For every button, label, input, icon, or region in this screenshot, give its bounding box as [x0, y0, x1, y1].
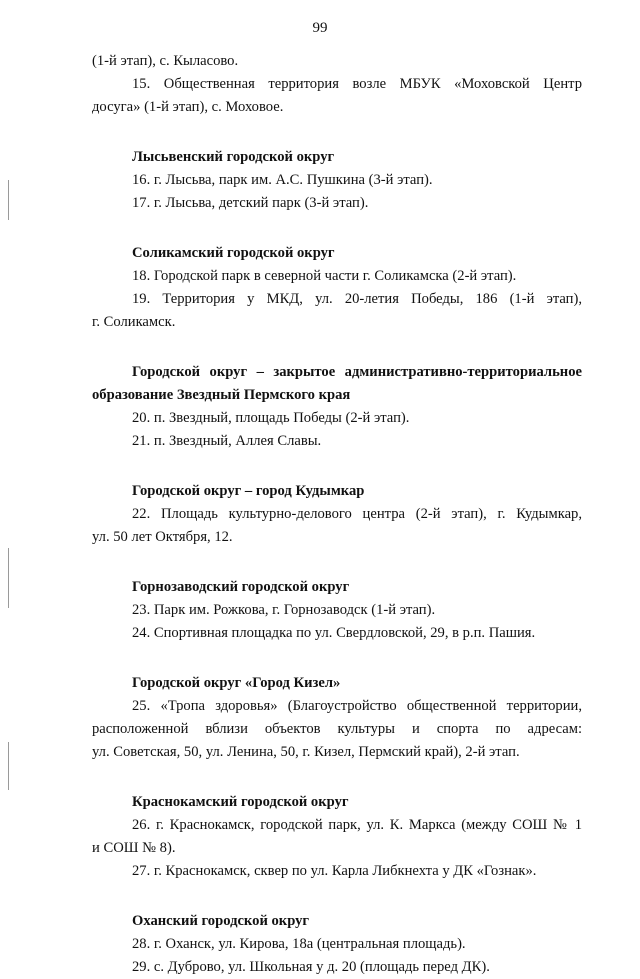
item-line: 16. г. Лысьва, парк им. А.С. Пушкина (3-й этап). [132, 172, 433, 188]
item-line: 27. г. Краснокамск, сквер по ул. Карла Либкнехта у ДК «Гознак». [132, 863, 537, 879]
item-line: 25. «Тропа здоровья» (Благоустройство общественной территории, [132, 698, 582, 714]
item-line: 17. г. Лысьва, детский парк (3-й этап). [132, 195, 369, 211]
heading-line: Городской округ «Город Кизел» [132, 675, 341, 691]
item-line: г. Соликамск. [92, 314, 176, 330]
list-item [92, 933, 582, 956]
item-line: 23. Парк им. Рожкова, г. Горнозаводск (1-й этап). [132, 602, 436, 618]
item-line: 22. Площадь культурно-делового центра (2-й этап), г. Кудымкар, [132, 506, 582, 522]
section-heading [92, 791, 582, 814]
item-line: ул. 50 лет Октября, 12. [92, 529, 233, 545]
list-item [92, 50, 582, 73]
list-item [92, 192, 582, 215]
list-item [92, 265, 582, 288]
item-line: 19. Территория у МКД, ул. 20-летия Победы, 186 (1-й этап), [132, 291, 582, 307]
binder-hole-mark [8, 548, 9, 608]
item-line: 18. Городской парк в северной части г. Соликамска (2-й этап). [132, 268, 517, 284]
heading-line: Лысьвенский городской округ [132, 149, 335, 165]
list-item [92, 814, 582, 860]
item-line: 15. Общественная территория возле МБУК «Моховской Центр [132, 76, 582, 92]
section-heading [92, 361, 582, 407]
item-line: 26. г. Краснокамск, городской парк, ул. К. Маркса (между СОШ № 1 [132, 817, 582, 833]
section-heading [92, 242, 582, 265]
heading-line: Краснокамский городской округ [132, 794, 349, 810]
heading-line: образование Звездный Пермского края [92, 387, 351, 403]
document-body [92, 50, 582, 979]
list-item [92, 599, 582, 622]
list-item [92, 503, 582, 549]
heading-line: Горнозаводский городской округ [132, 579, 350, 595]
list-item [92, 860, 582, 883]
item-line: и СОШ № 8). [92, 840, 176, 856]
section-heading [92, 480, 582, 503]
item-line: 28. г. Оханск, ул. Кирова, 18а (центральная площадь). [132, 936, 466, 952]
list-item [92, 288, 582, 334]
page-number: 99 [312, 20, 328, 36]
heading-line: Соликамский городской округ [132, 245, 335, 261]
section-heading [92, 910, 582, 933]
section-heading [92, 672, 582, 695]
item-line: 24. Спортивная площадка по ул. Свердловской, 29, в р.п. Пашия. [132, 625, 536, 641]
list-item [92, 622, 582, 645]
item-line: 29. с. Дуброво, ул. Школьная у д. 20 (площадь перед ДК). [132, 959, 490, 975]
item-line: расположенной вблизи объектов культуры и спорта по адресам: [92, 721, 582, 737]
heading-line: Городской округ – город Кудымкар [132, 483, 365, 499]
item-line: (1-й этап), с. Кыласово. [92, 53, 239, 69]
section-heading [92, 576, 582, 599]
item-line: ул. Советская, 50, ул. Ленина, 50, г. Кизел, Пермский край), 2-й этап. [92, 744, 520, 760]
binder-hole-mark [8, 180, 9, 220]
heading-line: Оханский городской округ [132, 913, 310, 929]
section-heading [92, 146, 582, 169]
list-item [92, 407, 582, 430]
item-line: 21. п. Звездный, Аллея Славы. [132, 433, 322, 449]
list-item [92, 430, 582, 453]
list-item [92, 956, 582, 979]
heading-line: Городской округ – закрытое административно-территориальное [132, 364, 582, 380]
list-item [92, 169, 582, 192]
binder-hole-mark [8, 742, 9, 790]
list-item [92, 73, 582, 119]
item-line: досуга» (1-й этап), с. Моховое. [92, 99, 284, 115]
item-line: 20. п. Звездный, площадь Победы (2-й этап). [132, 410, 410, 426]
list-item [92, 695, 582, 764]
